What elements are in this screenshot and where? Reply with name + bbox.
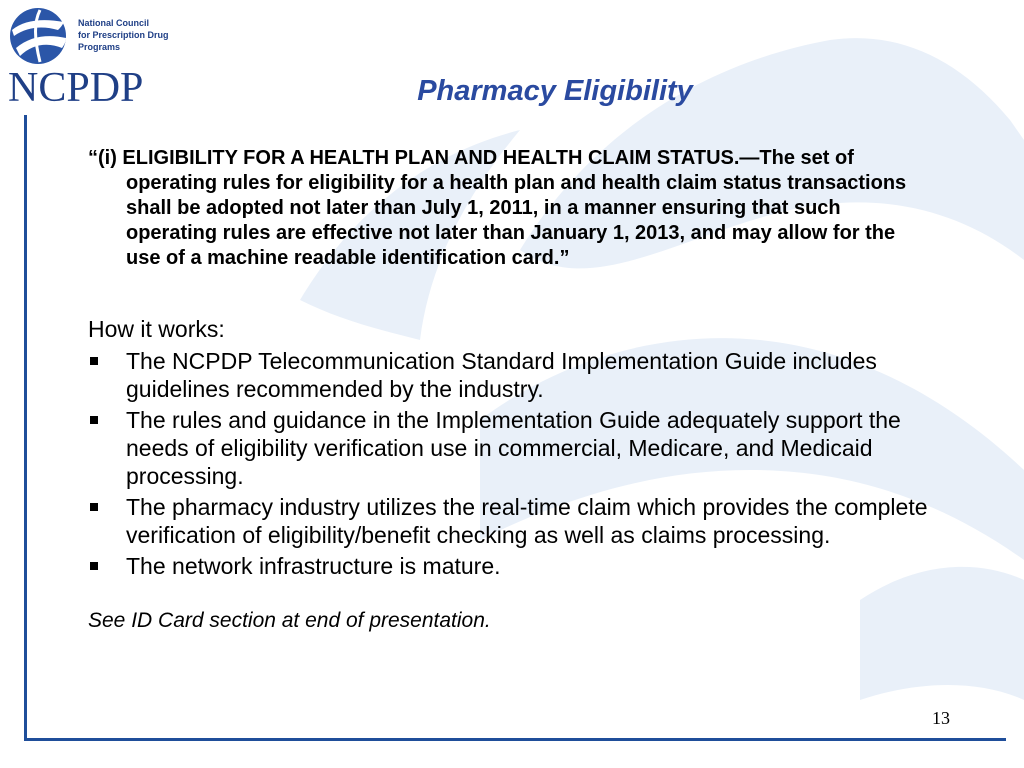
logo-org-line: for Prescription Drug [78, 30, 169, 40]
how-it-works-heading: How it works: [88, 316, 225, 342]
slide-frame-left-rule [24, 115, 27, 741]
logo-org-name [78, 17, 178, 53]
page-number: 13 [932, 708, 950, 728]
square-bullet-icon [90, 562, 98, 570]
logo-org-line: Programs [78, 42, 121, 52]
logo-acronym: NCPDP [8, 65, 144, 111]
bullet-text: The network infrastructure is mature. [126, 553, 501, 579]
bullet-text: The NCPDP Telecommunication Standard Implementation Guide includes guidelines recommended by the industry. [126, 348, 877, 402]
bullet-item [88, 406, 938, 490]
square-bullet-icon [90, 357, 98, 365]
legislation-quote: “(i) ELIGIBILITY FOR A HEALTH PLAN AND HEALTH CLAIM STATUS.—The set of operating rules for eligibility for a health plan and health claim status transactions shall be adopted not later than July 1, 2011, in a manner ensuring that such operating rules are effective not later than January 1, 2013, and may allow for the use of a machine readable identification card.” [88, 147, 907, 269]
ncpdp-logo [6, 4, 176, 110]
bullet-list [88, 347, 938, 580]
bullet-text: The rules and guidance in the Implementation Guide adequately support the needs of eligibility verification use in commercial, Medicare, and Medicaid processing. [126, 407, 901, 489]
footnote: See ID Card section at end of presentation. [88, 609, 491, 632]
bullet-text: The pharmacy industry utilizes the real-time claim which provides the complete verification of eligibility/benefit checking as well as claims processing. [126, 494, 928, 548]
square-bullet-icon [90, 416, 98, 424]
slide-title: Pharmacy Eligibility [417, 75, 693, 107]
globe-logo-icon [6, 4, 76, 68]
logo-org-line: National Council [78, 18, 150, 28]
slide-frame-bottom-rule [24, 738, 1006, 741]
slide-body [88, 146, 948, 634]
bullet-item [88, 552, 938, 580]
bullet-item [88, 493, 938, 549]
square-bullet-icon [90, 503, 98, 511]
bullet-item [88, 347, 938, 403]
